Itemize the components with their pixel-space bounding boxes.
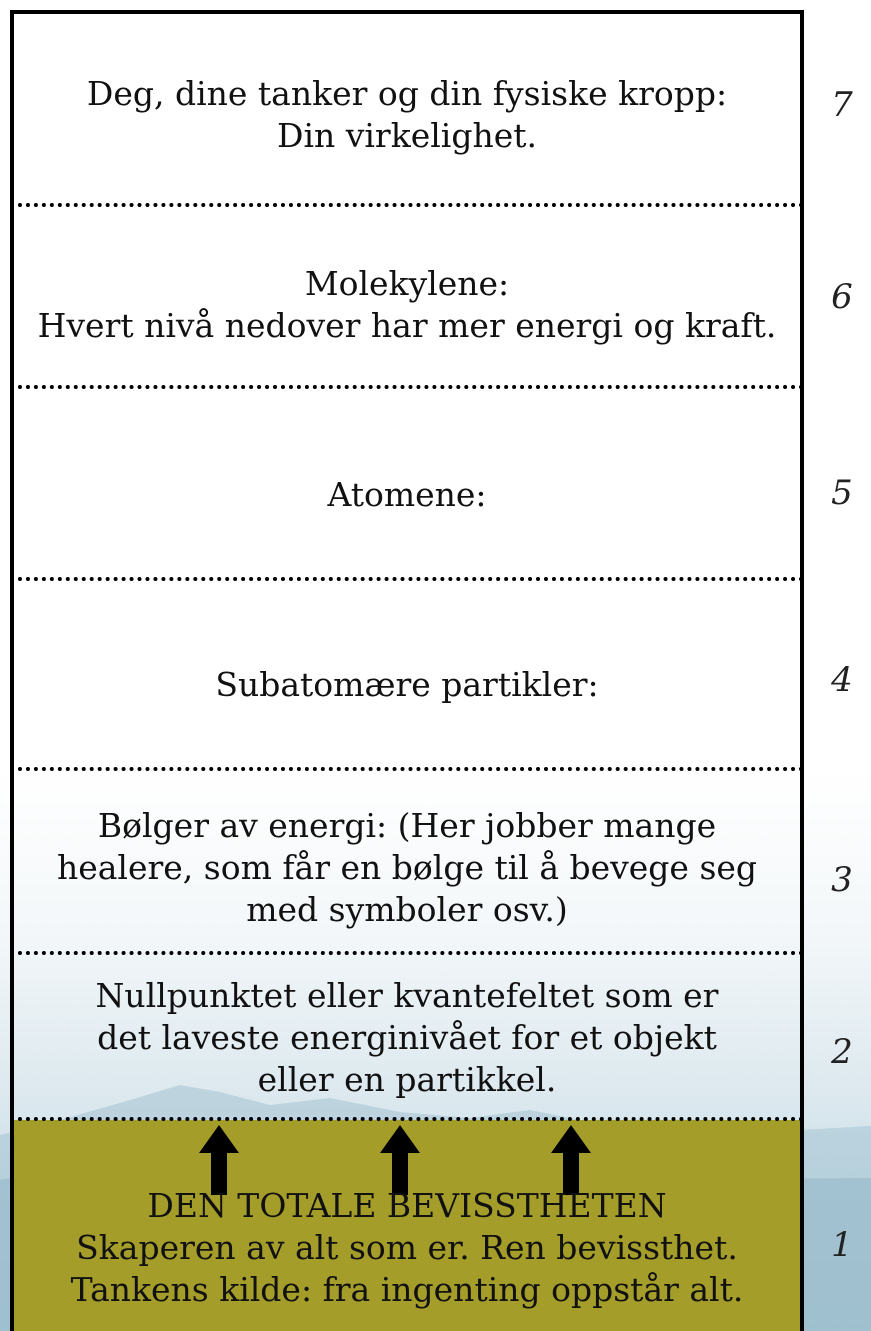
level-1-line-3: Tankens kilde: fra ingenting oppstår alt. [70, 1269, 744, 1309]
level-2-line-1: Nullpunktet eller kvantefeltet som er [95, 975, 719, 1015]
level-1-text [14, 1180, 800, 1315]
level-2-number: 2 [831, 1032, 853, 1072]
separator [10, 951, 804, 955]
level-5-line-1: Atomene: [327, 475, 487, 514]
level-3-line-1: Bølger av energi: (Her jobber mange [97, 805, 717, 845]
level-5-number: 5 [831, 473, 853, 513]
level-1-number: 1 [831, 1225, 853, 1265]
level-4-text [14, 655, 800, 715]
level-6-number: 6 [831, 277, 853, 317]
level-2-line-3: eller en partikkel. [257, 1059, 557, 1099]
level-6-line-1: Molekylene: [304, 264, 510, 303]
level-6-text [14, 250, 800, 360]
level-3-text [14, 800, 800, 935]
separator [10, 203, 804, 207]
level-3-line-2: healere, som får en bølge til å bevege seg [56, 847, 758, 887]
separator [10, 1117, 804, 1121]
level-2-line-2: det laveste energinivået for et objekt [97, 1017, 717, 1057]
level-7-text [14, 60, 800, 170]
separator [10, 385, 804, 389]
level-5-text [14, 465, 800, 525]
level-2-text [14, 970, 800, 1105]
level-7-line-1: Deg, dine tanker og din fysiske kropp: [86, 74, 728, 113]
level-7-line-2: Din virkelighet. [276, 116, 538, 155]
level-1-line-1: DEN TOTALE BEVISSTHETEN [147, 1185, 667, 1225]
level-7-number: 7 [831, 85, 853, 125]
level-6-line-2: Hvert nivå nedover har mer energi og kraft. [37, 306, 777, 345]
level-3-number: 3 [831, 860, 853, 900]
separator [10, 767, 804, 771]
level-3-line-3: med symboler osv.) [246, 889, 568, 929]
separator [10, 577, 804, 581]
level-4-number: 4 [831, 660, 853, 700]
level-1-line-2: Skaperen av alt som er. Ren bevissthet. [76, 1227, 738, 1267]
level-4-line-1: Subatomære partikler: [215, 665, 599, 704]
